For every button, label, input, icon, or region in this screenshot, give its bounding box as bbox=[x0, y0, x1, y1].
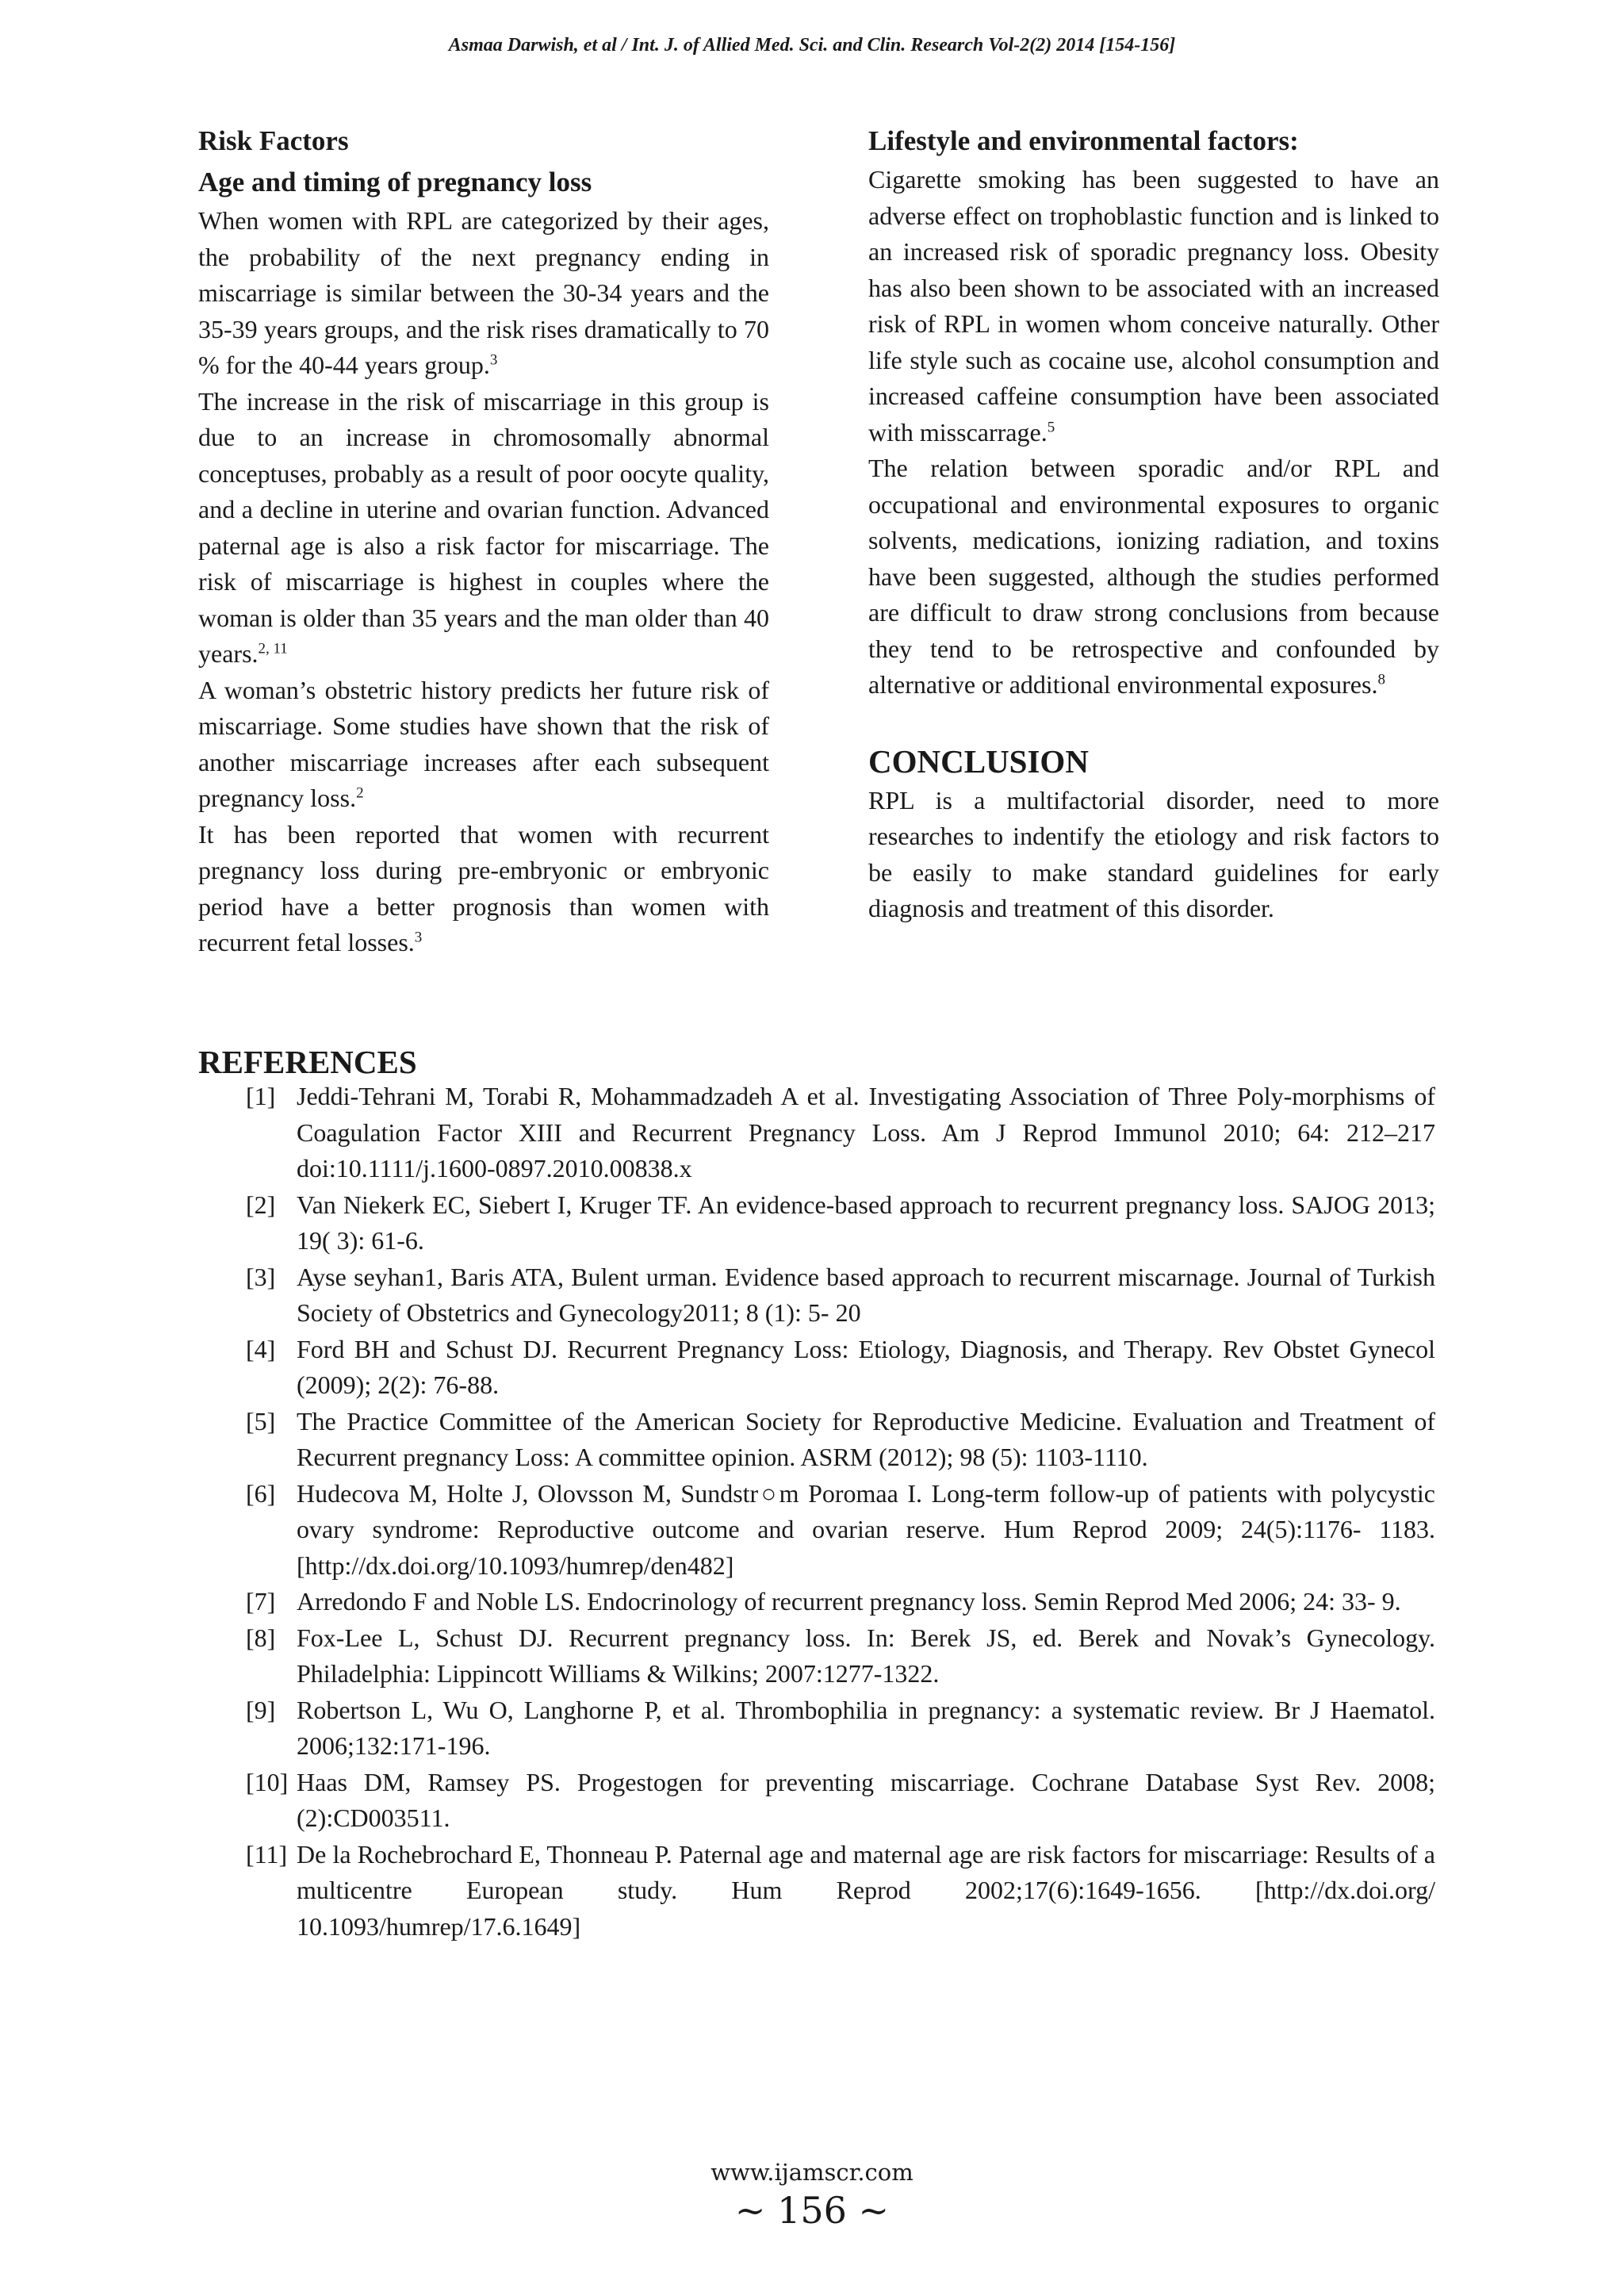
reference-text: Hudecova M, Holte J, Olovsson M, Sundstr○m Poromaa I. Long-term follow-up of patients with polycystic ovary syndrome: Reproductive outcome and ovarian reserve. Hum Reprod 2009; 24(5):1176- 1183. [http://dx.doi.org/10.1093/humrep/den482] bbox=[297, 1478, 1435, 1580]
section-heading-lifestyle: Lifestyle and environmental factors: bbox=[868, 125, 1299, 156]
reference-number: [11] bbox=[246, 1839, 288, 1869]
reference-text: Van Niekerk EC, Siebert I, Kruger TF. An evidence-based approach to recurrent pregnancy loss. SAJOG 2013; 19( 3): 61-6. bbox=[297, 1190, 1435, 1255]
reference-text: Fox-Lee L, Schust DJ. Recurrent pregnancy loss. In: Berek JS, ed. Berek and Novak’s Gynecology. Philadelphia: Lippincott Williams & Wilkins; 2007:1277-1322. bbox=[297, 1623, 1435, 1688]
reference-number: [7] bbox=[246, 1587, 276, 1616]
reference-item bbox=[246, 1187, 1435, 1259]
reference-number: [1] bbox=[246, 1082, 276, 1110]
citation: 3 bbox=[414, 929, 423, 946]
reference-text: Robertson L, Wu O, Langhorne P, et al. Thrombophilia in pregnancy: a systematic review. Br J Haematol. 2006;132:171-196. bbox=[297, 1695, 1435, 1760]
footer-url[interactable]: www.ijamscr.com bbox=[710, 2159, 914, 2186]
reference-number: [9] bbox=[246, 1695, 276, 1724]
section-heading-risk-factors: Risk Factors bbox=[198, 125, 349, 156]
reference-text: The Practice Committee of the American Society for Reproductive Medicine. Evaluation and Treatment of Recurrent pregnancy Loss: A committee opinion. ASRM (2012); 98 (5): 1103-1110. bbox=[297, 1406, 1435, 1471]
reference-item bbox=[246, 1692, 1435, 1765]
citation: 2 bbox=[356, 784, 364, 802]
reference-item bbox=[246, 1765, 1435, 1837]
subsection-heading-age: Age and timing of pregnancy loss bbox=[198, 167, 592, 197]
reference-number: [6] bbox=[246, 1478, 276, 1508]
page-number: ~ 156 ~ bbox=[734, 2189, 890, 2232]
citation: 2, 11 bbox=[258, 640, 288, 657]
left-column bbox=[198, 121, 769, 961]
reference-list bbox=[246, 1079, 1435, 1945]
reference-number: [10] bbox=[246, 1767, 289, 1796]
paragraph: It has been reported that women with recurrent pregnancy loss during pre-embryonic or embryonic period have a better prognosis than women with recurrent fetal losses.$^3$ bbox=[198, 819, 769, 956]
paragraph: A woman’s obstetric history predicts her future risk of miscarriage. Some studies have shown that the risk of another miscarriage increases after each subsequent pregnancy loss.$^2$ bbox=[198, 675, 769, 812]
reference-item bbox=[246, 1079, 1435, 1187]
reference-item bbox=[246, 1476, 1435, 1585]
citation: 5 bbox=[1047, 418, 1055, 435]
paragraph: Cigarette smoking has been suggested to have an adverse effect on trophoblastic function and is linked to an increased risk of sporadic pregnancy loss. Obesity has also been shown to be associated with an increased risk of RPL in women whom conceive naturally. Other life style such as cocaine use, alcohol consumption and increased caffeine consumption have been associated with misscarrage.$^5$ bbox=[868, 165, 1439, 447]
reference-number: [5] bbox=[246, 1406, 276, 1435]
reference-item bbox=[246, 1332, 1435, 1404]
citation: 3 bbox=[489, 351, 498, 369]
reference-text: Arredondo F and Noble LS. Endocrinology of recurrent pregnancy loss. Semin Reprod Med 2006; 24: 33- 9. bbox=[297, 1587, 1401, 1616]
reference-text: Ford BH and Schust DJ. Recurrent Pregnancy Loss: Etiology, Diagnosis, and Therapy. Rev Obstet Gynecol (2009); 2(2): 76-88. bbox=[297, 1334, 1435, 1399]
section-heading-conclusion: CONCLUSION bbox=[868, 742, 1089, 780]
reference-number: [2] bbox=[246, 1190, 276, 1219]
paragraph: The increase in the risk of miscarriage in this group is due to an increase in chromosomally abnormal conceptuses, probably as a result of poor oocyte quality, and a decline in uterine and ovarian function. Advanced paternal age is also a risk factor for miscarriage. The risk of miscarriage is highest in couples where the woman is older than 35 years and the man older than 40 years.$^{2, 11}$ bbox=[198, 386, 769, 668]
running-header: Asmaa Darwish, et al / Int. J. of Allied Med. Sci. and Clin. Research Vol-2(2) 2014 [154-156] bbox=[448, 35, 1176, 56]
reference-item bbox=[246, 1837, 1435, 1945]
reference-text: Jeddi-Tehrani M, Torabi R, Mohammadzadeh A et al. Investigating Association of Three Poly-morphisms of Coagulation Factor XIII and Recurrent Pregnancy Loss. Am J Reprod Immunol 2010; 64: 212–217 doi:10.1111/j.1600-0897.2010.00838.x bbox=[297, 1082, 1435, 1182]
reference-number: [3] bbox=[246, 1262, 276, 1291]
conclusion-paragraph: RPL is a multifactorial disorder, need to more researches to indentify the etiology and risk factors to be easily to make standard guidelines for early diagnosis and treatment of this disorder. bbox=[868, 785, 1439, 922]
reference-text: Ayse seyhan1, Baris ATA, Bulent urman. Evidence based approach to recurrent miscarnage. Journal of Turkish Society of Obstetrics and Gynecology2011; 8 (1): 5- 20 bbox=[297, 1262, 1435, 1327]
reference-item bbox=[246, 1404, 1435, 1476]
reference-number: [8] bbox=[246, 1623, 276, 1652]
paragraph: When women with RPL are categorized by their ages, the probability of the next pregnancy ending in miscarriage is similar between the 30-34 years and the 35-39 years groups, and the risk rises dramatically to 70 % for the 40-44 years group.$^3$ bbox=[198, 206, 769, 379]
right-column bbox=[868, 121, 1439, 927]
reference-text: De la Rochebrochard E, Thonneau P. Paternal age and maternal age are risk factors for miscarriage: Results of a multicentre European study. Hum Reprod 2002;17(6):1649-1656. [http://dx.doi.org/ 10.1093/humrep/17.6.1649] bbox=[297, 1839, 1435, 1941]
references-heading: REFERENCES bbox=[198, 1044, 417, 1080]
reference-item bbox=[246, 1584, 1435, 1620]
paragraph: The relation between sporadic and/or RPL and occupational and environmental exposures to organic solvents, medications, ionizing radiation, and toxins have been suggested, although the studies performed are difficult to draw strong conclusions from because they tend to be retrospective and confounded by alternative or additional environmental exposures.$^8$ bbox=[868, 454, 1439, 699]
reference-item bbox=[246, 1620, 1435, 1692]
citation: 8 bbox=[1377, 671, 1385, 688]
reference-item bbox=[246, 1259, 1435, 1332]
reference-text: Haas DM, Ramsey PS. Progestogen for preventing miscarriage. Cochrane Database Syst Rev. 2008;(2):CD003511. bbox=[297, 1767, 1435, 1832]
reference-number: [4] bbox=[246, 1334, 276, 1363]
